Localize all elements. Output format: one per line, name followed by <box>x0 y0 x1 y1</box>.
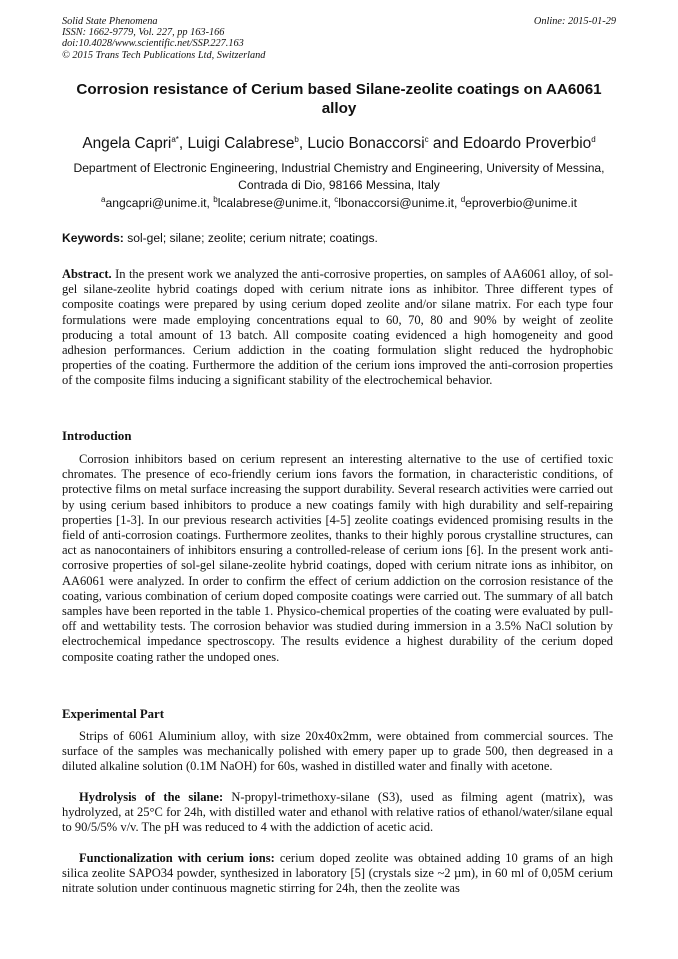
hydrolysis-paragraph <box>62 790 613 836</box>
email-address: angcapri@unime.it <box>105 196 207 210</box>
author-mark: d <box>591 134 596 144</box>
abstract <box>62 267 613 389</box>
doi-line: doi:10.4028/www.scientific.net/SSP.227.163 <box>62 38 244 50</box>
affiliation: Department of Electronic Engineering, Industrial Chemistry and Engineering, University of Messina, Contrada di Dio, 98166 Messina, Italy <box>73 161 605 192</box>
copyright-line: © 2015 Trans Tech Publications Ltd, Switzerland <box>62 49 266 61</box>
email-address: eproverbio@unime.it <box>465 196 577 210</box>
section-heading-experimental: Experimental Part <box>62 707 164 721</box>
keywords <box>62 230 616 246</box>
abstract-text: In the present work we analyzed the anti-corrosive properties, on samples of AA6061 alloy, of sol-gel silane-zeolite hybrid coatings doped with cerium nitrate ions as inhibitor. Three different types of composite coatings were prepared by using cerium doped zeolite and/or silane matrix. For each type four formulations were made employing concentrations equal to 60, 70, 80 and 90% by weight of zeolite producing a total amount of 13 batch. All composite coating evidenced a high homogeneity and good adhesion performances. Cerium addiction in the coating formulation slight reduced the hydrophobic properties of the coating. Furthermore the addition of the cerium ions improved the anti-corrosion properties of the composite films inducing a significant stability of the electrochemical behavior. <box>62 267 613 388</box>
email-mark: c <box>334 194 339 204</box>
functionalization-paragraph <box>62 851 613 897</box>
introduction-paragraph: Corrosion inhibitors based on cerium represent an interesting alternative to the use of certified toxic chromates. The presence of eco-friendly cerium ions favors the formation, in characteristic conditions, of protective films on metal surface increasing the support durability. Several research activities were carried out by using cerium based inhibitors to produce a new coatings family with high durability and self-repairing properties [1-3]. In our previous research activities [4-5] zeolite coatings evidenced promising results in the field of anti-corrosion coatings. Furthermore zeolites, thanks to their highly porous crystalline structures, can act as nanocontainers of inhibitors ensuring a controlled-release of cerium ions [6]. In the present work anti-corrosive properties of sol-gel silane-zeolite hybrid coatings, doped with cerium nitrate ions as inhibitor, on AA6061 were analyzed. In order to confirm the effect of cerium addiction on the corrosion resistance of the coating, various combination of cerium doped composite coatings were carried out. The summary of all batch samples have been reported in the table 1. Physico-chemical properties of the coating were evaluated by pull-off and wettability tests. The corrosion behavior was studied during immersion in a 3.5% NaCl solution by electrochemical impedance spectroscopy. The results evidence a highest durability of the cerium doped composite coating rather the undoped ones. <box>62 452 613 664</box>
online-date: Online: 2015-01-29 <box>533 16 616 27</box>
running-header <box>62 16 616 61</box>
email-mark: d <box>460 194 466 204</box>
email-separator: , <box>206 196 214 210</box>
author-mark: b <box>294 134 299 144</box>
author-name: Edoardo Proverbio <box>462 135 592 152</box>
author-name: Luigi Calabrese <box>187 135 295 152</box>
email-mark: b <box>213 194 218 204</box>
email-separator: , <box>453 196 461 210</box>
author-separator: , <box>298 135 308 152</box>
keywords-text: sol-gel; silane; zeolite; cerium nitrate; coatings. <box>123 231 378 245</box>
email-separator: , <box>327 196 335 210</box>
keywords-label: Keywords: <box>62 231 124 245</box>
journal-name: Solid State Phenomena <box>62 16 158 27</box>
hydrolysis-label: Hydrolysis of the silane: <box>79 790 224 804</box>
author-list <box>40 135 638 153</box>
author-name: Lucio Bonaccorsi <box>307 135 425 152</box>
email-address: lcalabrese@unime.it <box>217 196 328 210</box>
paper-title: Corrosion resistance of Cerium based Silane-zeolite coatings on AA6061 alloy <box>76 81 602 117</box>
author-mark: c <box>424 134 429 144</box>
author-name: Angela Capri <box>82 135 172 152</box>
email-mark: a <box>101 194 106 204</box>
author-separator: and <box>428 135 463 152</box>
author-mark: a* <box>171 134 179 144</box>
abstract-label: Abstract. <box>62 267 112 281</box>
functionalization-text: cerium doped zeolite was obtained adding 10 grams of an high silica zeolite SAPO34 powder, synthesized in laboratory [5] (crystals size ~2 µm), in 60 ml of 0,05M cerium nitrate solution under continuous magnetic stirring for 24h, then the zeolite was <box>62 851 613 896</box>
issn-line: ISSN: 1662-9779, Vol. 227, pp 163-166 <box>62 27 225 39</box>
hydrolysis-text: N-propyl-trimethoxy-silane (S3), used as filming agent (matrix), was hydrolyzed, at 25°C for 24h, with distilled water and ethanol with relative ratios of ethanol/water/silane equal to 90/5/5% v/v. The pH was reduced to 4 with the addiction of acetic acid. <box>62 790 613 835</box>
email-address: lbonaccorsi@unime.it <box>338 196 454 210</box>
functionalization-label: Functionalization with cerium ions: <box>79 851 275 865</box>
section-heading-introduction: Introduction <box>62 429 132 443</box>
email-list <box>40 195 638 211</box>
author-separator: , <box>178 135 188 152</box>
experimental-paragraph: Strips of 6061 Aluminium alloy, with size 20x40x2mm, were obtained from commercial sources. The surface of the samples was mechanically polished with emery paper up to grade 500, then degreased in a diluted alkaline solution (0.1M NaOH) for 60s, washed in distilled water and finally with acetone. <box>62 729 613 774</box>
